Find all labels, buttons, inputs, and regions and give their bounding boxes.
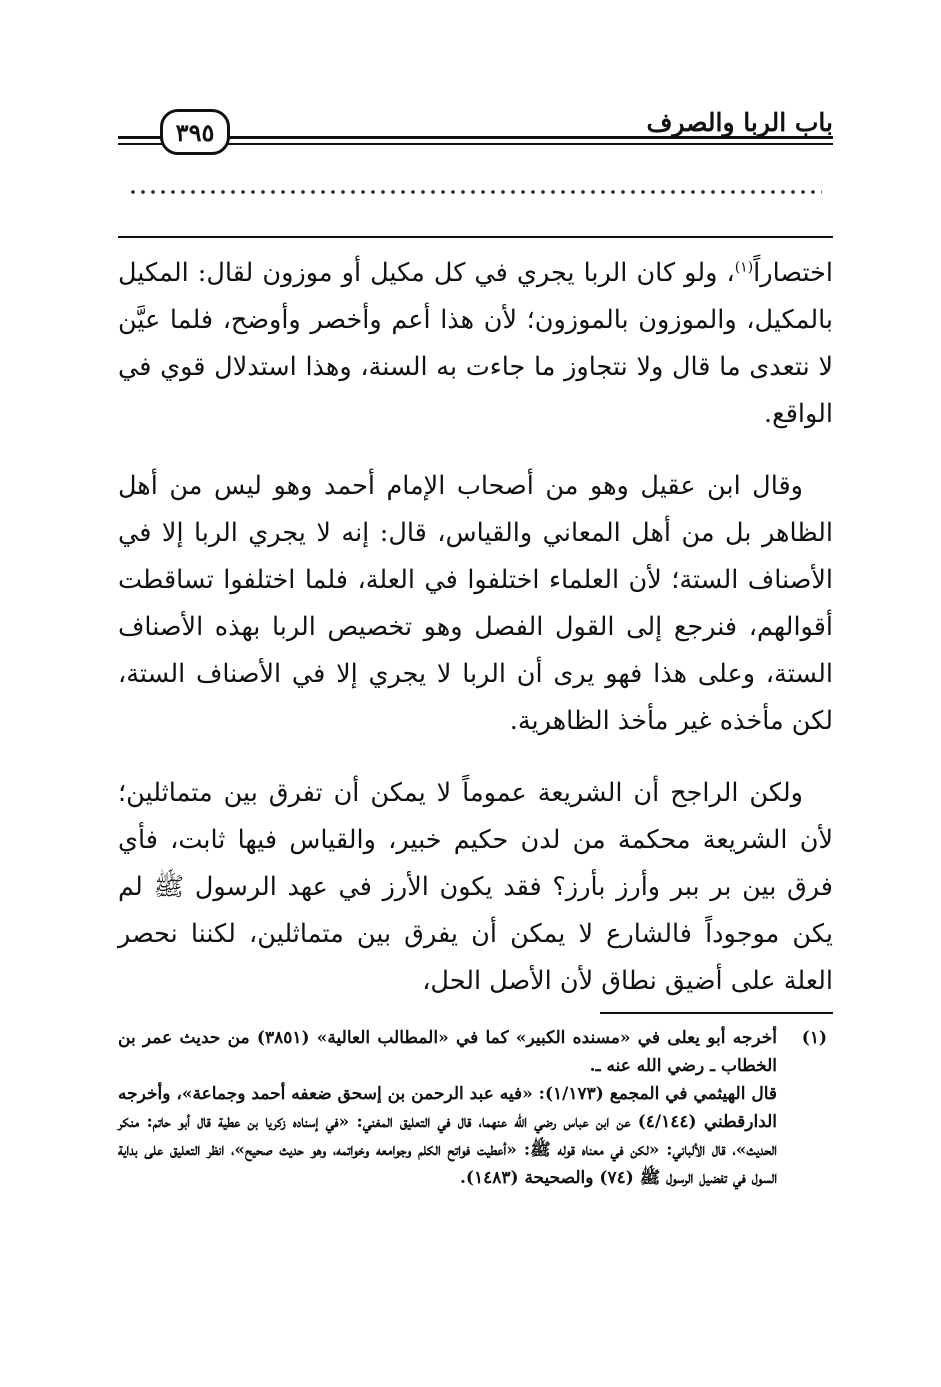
header-rule xyxy=(228,136,833,148)
footnote-text: قال الهيثمي في المجمع (١/١٧٣): «فيه عبد الرحمن بن إسحق ضعفه أحمد وجماعة»، وأخرجه الدارقطني (٤/١٤٤) عن ابن عباس رضي الله عنهما، قال في التعليق المغني: «في إسناده زكريا بن عطية قال أبو حاتم: منكر الحديث»، قال الألباني: «لكن في معناه قوله ﷺ: «أعطيت فواتح الكلم وجوامعه وخواتمه، وهو حديث صحيح»، انظر التعليق على بداية السول في تفضيل الرسول ﷺ (٧٤) والصحيحة (١٤٨٣). xyxy=(118,1084,777,1188)
paragraph: وقال ابن عقيل وهو من أصحاب الإمام أحمد وهو ليس من أهل الظاهر بل من أهل المعاني والقياس، قال: إنه لا يجري الربا إلا في الأصناف الستة؛ لأن العلماء اختلفوا في العلة، فلما اختلفوا تساقطت أقوالهم، فنرجع إلى القول الفصل وهو تخصيص الربا بهذه الأصناف الستة، وعلى هذا فهو يرى أن الربا لا يجري إلا في الأصناف الستة، لكن مأخذه غير مأخذ الظاهرية. xyxy=(118,471,833,736)
paragraph-lead: اختصاراً xyxy=(753,258,833,288)
footnote xyxy=(118,1024,833,1192)
running-title: باب الربا والصرف xyxy=(646,108,833,137)
dotted-separator xyxy=(128,182,822,202)
paragraph xyxy=(118,250,833,438)
paragraph-text: ، ولو كان الربا يجري في كل مكيل أو موزون لقال: المكيل بالمكيل، والموزون بالموزون؛ لأن هذا أعم وأخصر وأوضح، فلما عيَّن لا نتعدى ما قال ولا نتجاوز ما جاءت به السنة، وهذا استدلال قوي في الواقع. xyxy=(118,258,833,429)
page-number xyxy=(160,109,230,155)
footnote-text: أخرجه أبو يعلى في «مسنده الكبير» كما في «المطالب العالية» (٣٨٥١) من حديث عمر بن الخطاب ـ رضي الله عنه ـ. xyxy=(118,1028,777,1076)
header-rule-left xyxy=(118,136,166,148)
paragraph: ولكن الراجح أن الشريعة عموماً لا يمكن أن تفرق بين متماثلين؛ لأن الشريعة محكمة من لدن حكيم خبير، والقياس فيها ثابت، فأي فرق بين بر ببر وأرز بأرز؟ فقد يكون الأرز في عهد الرسول ﷺ لم يكن موجوداً فالشارع لا يمكن أن يفرق بين متماثلين، لكننا نحصر العلة على أضيق نطاق لأن الأصل الحل، xyxy=(118,778,833,996)
main-text xyxy=(118,250,833,1030)
top-divider xyxy=(118,236,833,238)
footnotes xyxy=(118,1024,833,1192)
page-number-text: ٣٩٥ xyxy=(175,117,215,147)
footnote-reference[interactable]: (١) xyxy=(734,259,754,276)
footnote-marker: (١) xyxy=(801,1028,827,1048)
footnote-divider xyxy=(600,1012,833,1014)
